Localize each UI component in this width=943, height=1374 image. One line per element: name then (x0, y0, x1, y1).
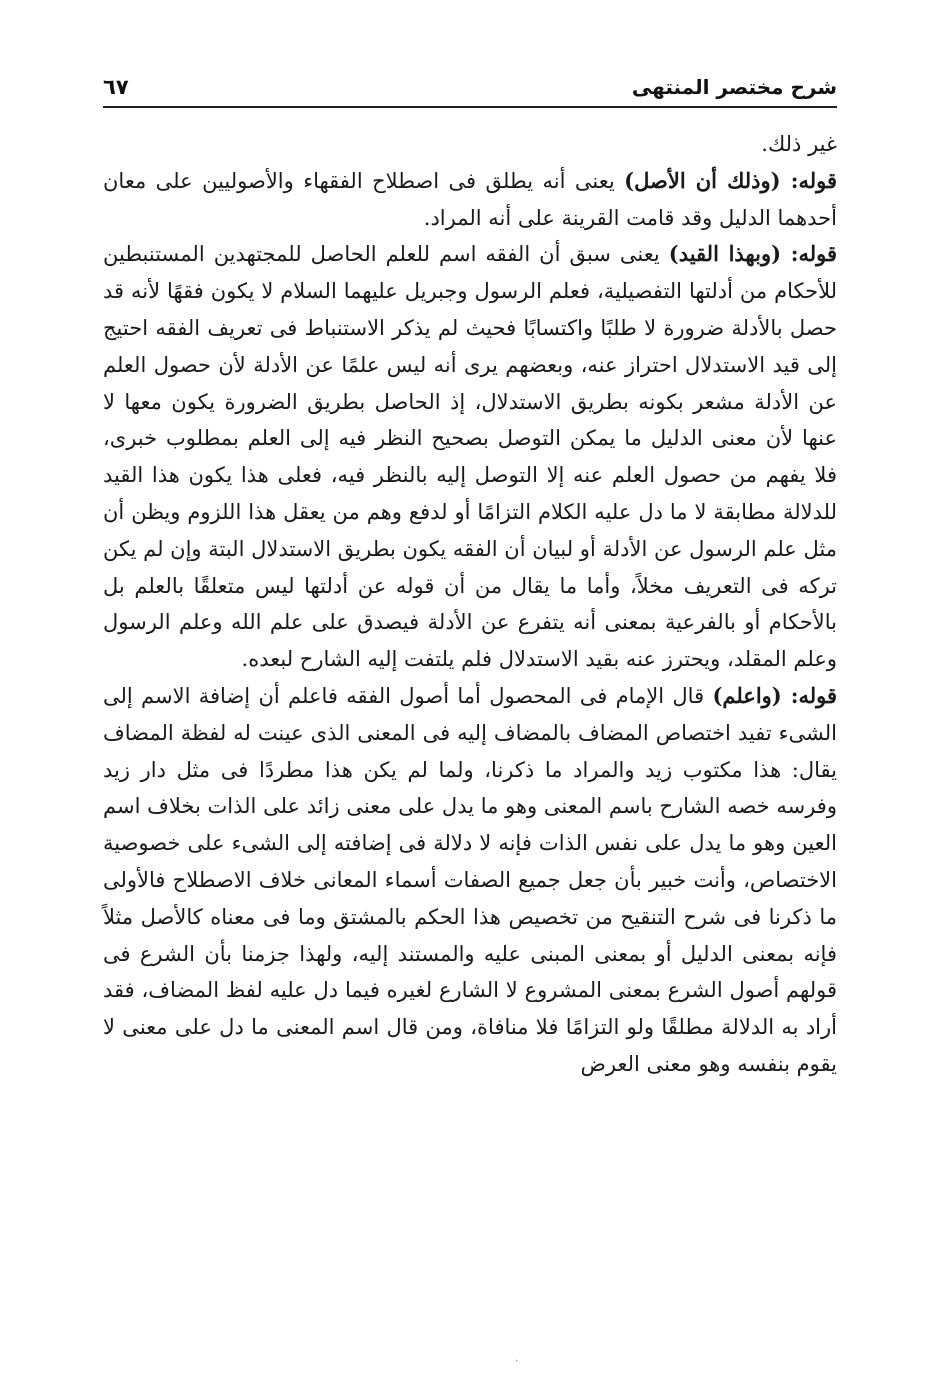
paragraph (103, 126, 837, 163)
header-rule (103, 106, 837, 108)
paragraph-text: قال الإمام فى المحصول أما أصول الفقه فاعلم أن إضافة الاسم إلى الشىء تفيد اختصاص المضاف بالمضاف إليه فى المعنى الذى عينت له لفظة المضاف يقال: هذا مكتوب زيد والمراد ما ذكرنا، ولما لم يكن هذا مطردًا فى مثل دار زيد وفرسه خصه الشارح باسم المعنى وهو ما يدل على معنى زائد على الذات بخلاف اسم العين وهو ما يدل على نفس الذات فإنه لا دلالة فى إضافته إلى الشىء على خصوصية الاختصاص، وأنت خبير بأن جعل جميع الصفات أسماء المعانى خلاف الاصطلاح فالأولى ما ذكرنا فى شرح التنقيح من تخصيص هذا الحكم بالمشتق وما فى معناه كالأصل مثلاً فإنه بمعنى الدليل أو بمعنى المبنى عليه والمستند إليه، ولهذا جزمنا بأن الشرع فى قولهم أصول الشرع بمعنى المشروع لا الشارع لغيره فيما دل عليه لفظ المضاف، فقد أراد به الدلالة مطلقًا ولو التزامًا فلا منافاة، ومن قال اسم المعنى ما دل على معنى لا يقوم بنفسه وهو معنى العرض (103, 683, 837, 1076)
body-text (103, 126, 837, 1083)
paragraph (103, 678, 837, 1083)
page-number: ٦٧ (103, 75, 129, 99)
paragraph-text: يعنى أنه يطلق فى اصطلاح الفقهاء والأصوليين على معان أحدهما الدليل وقد قامت القرينة على أنه المراد. (103, 168, 837, 230)
paragraph-lead: قوله: (وبهذا القيد) (668, 241, 837, 267)
paragraph-text: يعنى سبق أن الفقه اسم للعلم الحاصل للمجتهدين المستنبطين للأحكام من أدلتها التفصيلية، فعلم الرسول وجبريل عليهما السلام لا يكون فقهًا لأنه قد حصل بالأدلة ضرورة لا طلبًا واكتسابًا فحيث لم يذكر الاستنباط فى تعريف الفقه احتيج إلى قيد الاستدلال احتراز عنه، وبعضهم يرى أنه ليس علمًا عن الأدلة لأن حصول العلم عن الأدلة مشعر بكونه بطريق الاستدلال، إذ الحاصل بطريق الضرورة يكون معها لا عنها لأن معنى الدليل ما يمكن التوصل بصحيح النظر فيه إلى العلم بمطلوب خبرى، فلا يفهم من حصول العلم عنه إلا التوصل إليه بالنظر فيه، فعلى هذا يكون هذا القيد للدلالة مطابقة لا ما دل عليه الكلام التزامًا أو لدفع وهم من يعقل هذا اللزوم ويظن أن مثل علم الرسول عن الأدلة أو لبيان أن الفقه يكون بطريق الاستدلال البتة وإن لم يكن تركه فى التعريف مخلاً، وأما ما يقال من أن قوله عن أدلتها ليس متعلقًا بالعلم بل بالأحكام أو بالفرعية بمعنى أنه يتفرع عن الأدلة فيصدق على علم الله وعلم الرسول وعلم المقلد، ويحترز عنه بقيد الاستدلال فلم يلتفت إليه الشارح لبعده. (103, 242, 837, 672)
paragraph (103, 163, 837, 237)
page-header (103, 70, 837, 106)
paragraph-lead: قوله: (واعلم) (712, 682, 837, 708)
running-title: شرح مختصر المنتهى (631, 75, 837, 99)
paragraph-lead: قوله: (وذلك أن الأصل) (624, 167, 837, 193)
paragraph (103, 236, 837, 678)
paragraph-text: غير ذلك. (761, 132, 837, 156)
bottom-mark: · (515, 1356, 519, 1367)
